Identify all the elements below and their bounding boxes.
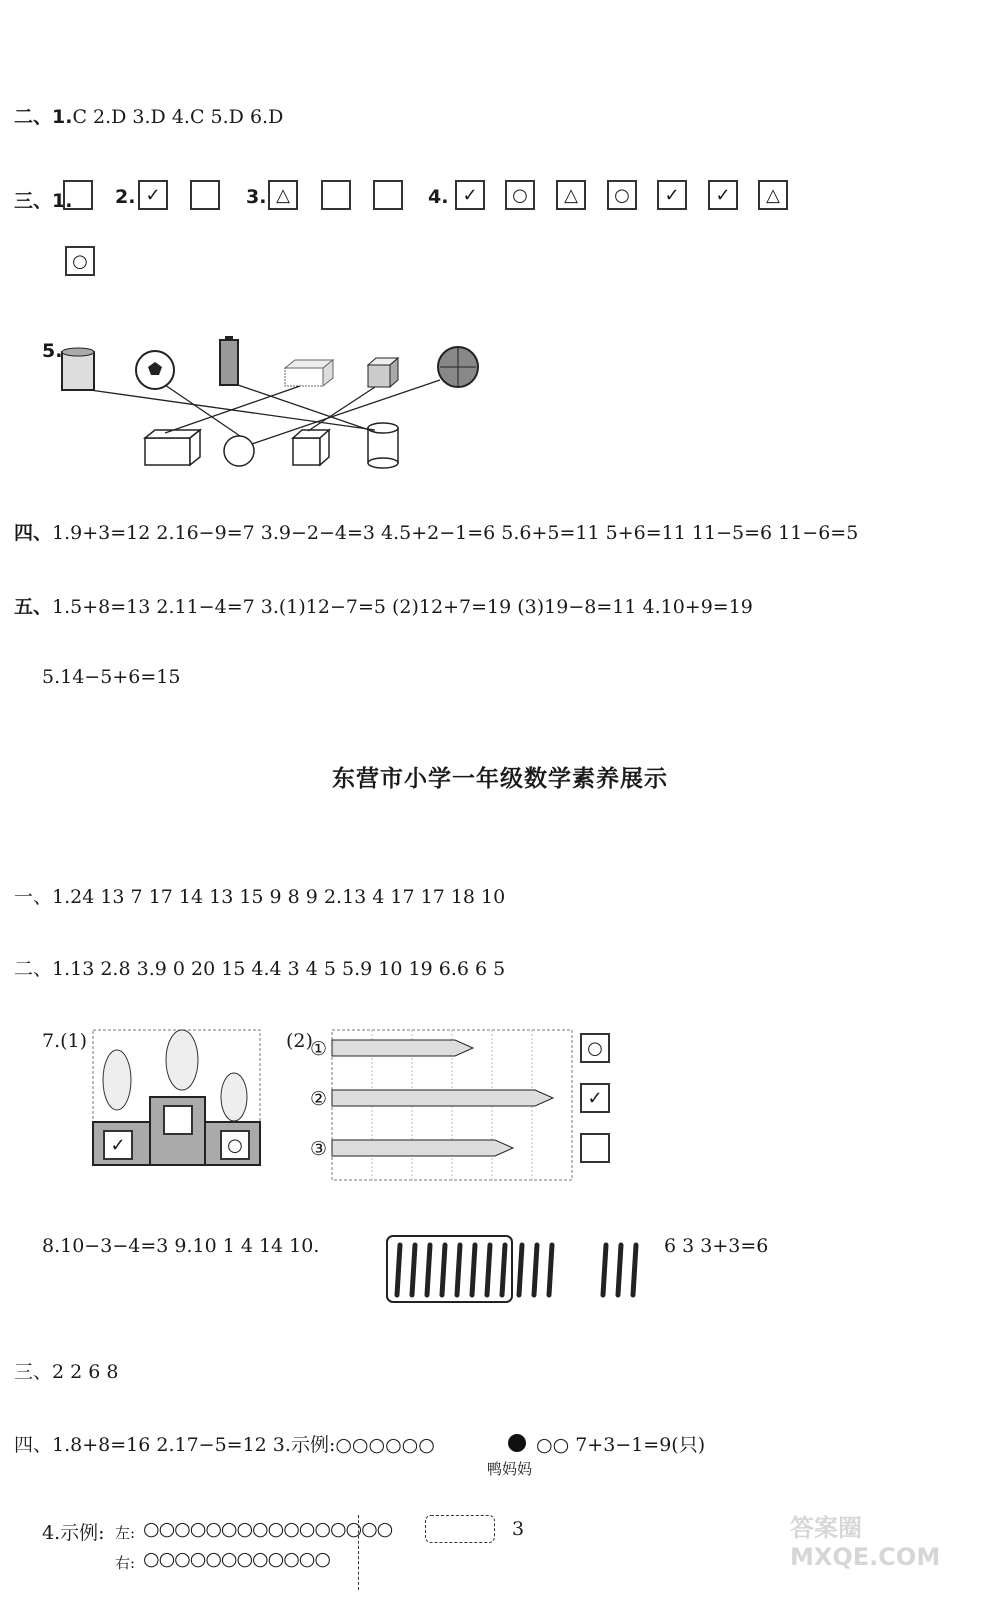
right-circles: ○○○○○○○○○○○○: [143, 1548, 330, 1570]
duck-mother-dot: [508, 1434, 526, 1452]
answer-box: ○: [65, 246, 95, 276]
answer-box: ○: [580, 1033, 610, 1063]
pencil-icon: [332, 1040, 473, 1056]
answer-box: ✓: [138, 180, 168, 210]
q-number: 3.: [246, 186, 267, 208]
duck-mother-label: 鸭妈妈: [487, 1460, 533, 1478]
answer-box: ○: [607, 180, 637, 210]
answer-box: ○: [220, 1130, 250, 1160]
answer-box: ✓: [580, 1083, 610, 1113]
rabbit-icon: [166, 1030, 198, 1090]
answer-box: ✓: [657, 180, 687, 210]
left-label: 左:: [115, 1524, 136, 1542]
section-3-answers: 三、2 2 6 8: [14, 1361, 119, 1383]
sticks-figure: [387, 1236, 636, 1302]
answers-text: 1.9+3=12 2.16−9=7 3.9−2−4=3 4.5+2−1=6 5.6+5=11 5+6=11 11−5=6 11−6=5: [52, 522, 859, 544]
pencil-label: ②: [310, 1088, 328, 1110]
left-circles: ○○○○○○○○○○○○○○○○: [143, 1518, 393, 1540]
q-number: 7.(1): [42, 1030, 88, 1052]
rabbit-icon: [221, 1073, 247, 1121]
q-number: 5.: [42, 340, 63, 362]
q-number: 4.示例:: [42, 1522, 105, 1544]
q8-10-answers: 8.10−3−4=3 9.10 1 4 14 10.: [42, 1235, 320, 1257]
section-3-label: 三、1.: [14, 190, 73, 212]
answer-box: △: [758, 180, 788, 210]
pencil-icon: [332, 1090, 553, 1106]
section-4-answers: 四、1.8+8=16 2.17−5=12 3.示例:○○○○○○: [14, 1434, 435, 1456]
answer-box: ○: [505, 180, 535, 210]
answer-box: △: [268, 180, 298, 210]
q-number: 4.: [428, 186, 449, 208]
answer-box: ✓: [103, 1130, 133, 1160]
section-4-answer-tail: ○○ 7+3−1=9(只): [536, 1434, 706, 1456]
answer-box: △: [556, 180, 586, 210]
pencil-label: ③: [310, 1138, 328, 1160]
q-number: (2): [286, 1030, 313, 1052]
q10-answer: 6 3 3+3=6: [664, 1235, 769, 1257]
answer-number: 3: [512, 1518, 525, 1540]
watermark: 答案圈 MXQE.COM: [790, 1514, 941, 1571]
section-2-answers: 二、1.13 2.8 3.9 0 20 15 4.4 3 4 5 5.9 10 19 6.6 6 5: [14, 958, 506, 980]
divider-line: [358, 1515, 359, 1590]
section-label: 二、1.: [14, 106, 73, 128]
section-1-answers: 一、1.24 13 7 17 14 13 15 9 8 9 2.13 4 17 17 18 10: [14, 886, 506, 908]
section-label: 五、: [14, 596, 53, 618]
answer-box: [163, 1105, 193, 1135]
answers-text: 5.14−5+6=15: [42, 666, 181, 688]
q-number: 2.: [115, 186, 136, 208]
page-title: 东营市小学一年级数学素养展示: [332, 766, 668, 792]
pencil-icon: [332, 1140, 513, 1156]
answers-text: 1.5+8=13 2.11−4=7 3.(1)12−7=5 (2)12+7=19 (3)19−8=11 4.10+9=19: [52, 596, 753, 618]
right-label: 右:: [115, 1554, 136, 1572]
rabbit-icon: [103, 1050, 131, 1110]
answer-box: ✓: [708, 180, 738, 210]
pencil-label: ①: [310, 1038, 328, 1060]
answer-box: ✓: [455, 180, 485, 210]
answer-box: [580, 1133, 610, 1163]
section-label: 四、: [14, 522, 53, 544]
answers-text: C 2.D 3.D 4.C 5.D 6.D: [72, 106, 284, 128]
pencil-grid: [332, 1030, 572, 1180]
dashed-group: [425, 1515, 495, 1543]
